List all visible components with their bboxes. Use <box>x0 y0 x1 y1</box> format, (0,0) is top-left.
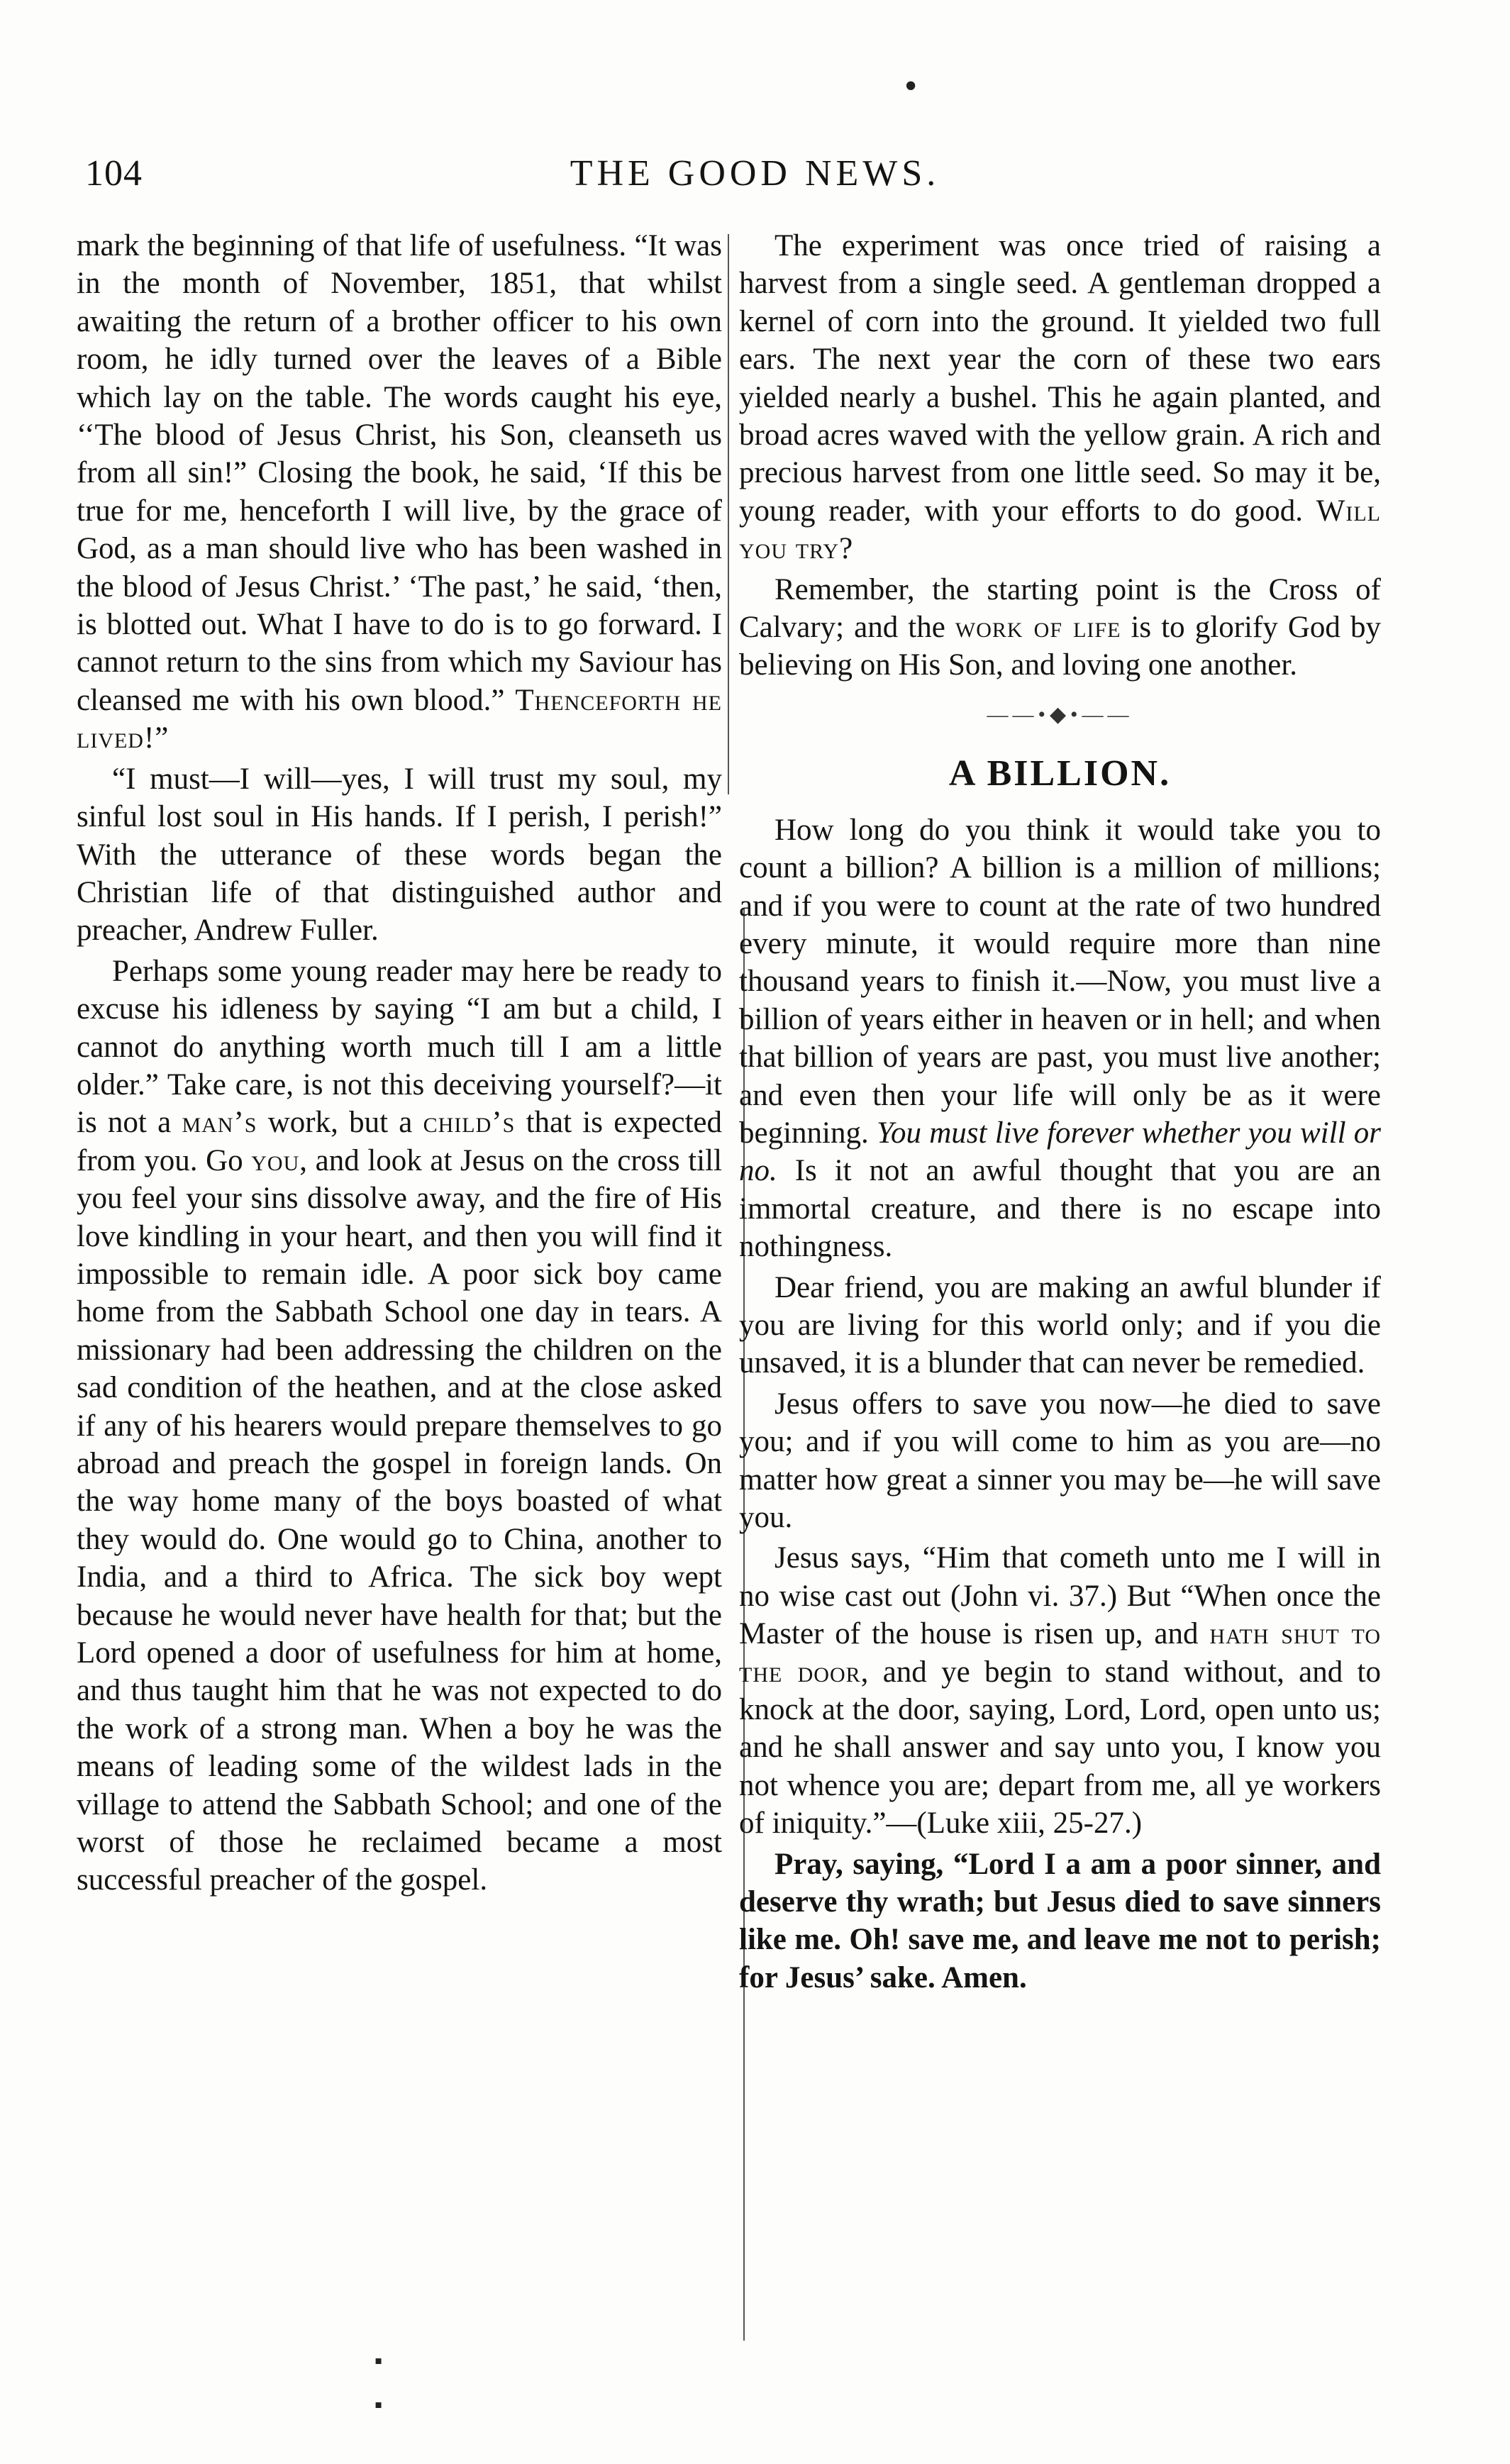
page-number: 104 <box>85 153 143 194</box>
forever-phrase: You must live forever whether you will or no. <box>739 1116 1382 1188</box>
left-paragraph-2: “I must—I will—yes, I will trust my soul, my sinful lost soul in His hands. If I perish, I perish!” With the utterance of these words began the Christian life of that distinguished author and preacher, Andrew Fuller. <box>77 762 722 948</box>
right-paragraph-2: Remember, the starting point is the Cross of Calvary; and the work of life is to glorify God by believing on His Son, and loving one another. <box>739 572 1381 682</box>
left-paragraph-3: Perhaps some young reader may here be ready to excuse his idleness by saying “I am but a child, I cannot do anything worth much till I am a little older.” Take care, is not this deceiving yourself?—it is not a man’s work, but a child’s that is expected from you. Go you, and look at Jesus on the cross till you feel your sins dissolve away, and the fire of His love kindling in your heart, and then you will find it impossible to remain idle. A poor sick boy came home from the Sabbath School one day in tears. A missionary had been addressing the children on the sad condition of the heathen, and at the close asked if any of his hearers would prepare themselves to go abroad and preach the gospel in foreign lands. On the way home many of the boys boasted of what they would do. One would go to China, another to India, and a third to Africa. The sick boy wept because he would never have health for that; but the Lord opened a door of usefulness for him at home, and thus taught him that he was not expected to do the work of a strong man. When a boy he was the means of leading some of the wildest lads in the village to attend the Sabbath School; and one of the worst of those he reclaimed became a most successful preacher of the gospel. <box>77 954 723 1897</box>
stray-mark-bottom: ▪ <box>374 2348 383 2373</box>
right-paragraph-6: Jesus says, “Him that cometh unto me I will in no wise cast out (John vi. 37.) But “When once the Master of the house is risen up, and hath shut to the door, and ye begin to stand without, and to knock at the door, saying, Lord, Lord, open unto us; and he shall answer and say unto you, I know you not whence you are; depart from me, all ye workers of iniquity.”—(Luke xiii, 25-27.) <box>739 1541 1381 1841</box>
right-column <box>739 227 1381 1997</box>
will-you-try-phrase: Will you try? <box>739 494 1381 566</box>
running-title: THE GOOD NEWS. <box>570 153 940 194</box>
section-ornament: ——•◆•—— <box>987 702 1133 726</box>
right-paragraph-7: Pray, saying, “Lord I a am a poor sinner, and deserve thy wrath; but Jesus died to save sinners like me. Oh! save me, and leave me not to perish; for Jesus’ sake. Amen. <box>739 1847 1381 1994</box>
right-paragraph-5: Jesus offers to save you now—he died to save you; and if you will come to him as you are—no matter how great a sinner you may be—he will save you. <box>739 1387 1381 1534</box>
section-title-billion: A BILLION. <box>948 753 1172 794</box>
column-divider-top <box>728 234 729 794</box>
left-paragraph-1: mark the beginning of that life of usefulness. “It was in the month of November, 1851, that whilst awaiting the return of a brother officer to his own room, he idly turned over the leaves of a Bible which lay on the table. The words caught his eye, ‘‘The blood of Jesus Christ, his Son, cleanseth us from all sin!” Closing the book, he said, ‘If this be true for me, henceforth I will live, by the grace of God, as a man should live who has been washed in the blood of Jesus Christ.’ ‘The past,’ he said, ‘then, is blotted out. What I have to do is to go forward. I cannot return to the sins from which my Saviour has cleansed me with his own blood.” Thenceforth he lived!” <box>77 229 723 755</box>
thenceforth-phrase: Thenceforth he lived!” <box>77 683 723 755</box>
right-paragraph-4: Dear friend, you are making an awful blunder if you are living for this world only; and if you die unsaved, it is a blunder that can never be remedied. <box>739 1270 1381 1380</box>
stray-mark-bottom-2: ▪ <box>374 2392 383 2417</box>
right-paragraph-3: How long do you think it would take you to count a billion? A billion is a million of millions; and if you were to count at the rate of two hundred every minute, it would require more than nine thousand years to finish it.—Now, you must live a billion of years either in heaven or in hell; and when that billion of years are past, you must live another; and even then your life will only be as it were beginning. You must live forever whether you will or no. Is it not an awful thought that you are an immortal creature, and there is no escape into nothingness. <box>739 813 1382 1264</box>
stray-mark-top: • <box>904 66 918 106</box>
right-paragraph-1: The experiment was once tried of raising a harvest from a single seed. A gentleman dropped a kernel of corn into the ground. It yielded two full ears. The next year the corn of these two ears yielded nearly a bushel. This he again planted, and broad acres waved with the yellow grain. A rich and precious harvest from one little seed. So may it be, young reader, with your efforts to do good. Will you try? <box>739 229 1381 566</box>
left-column <box>77 227 722 1899</box>
page-header <box>0 152 1510 209</box>
